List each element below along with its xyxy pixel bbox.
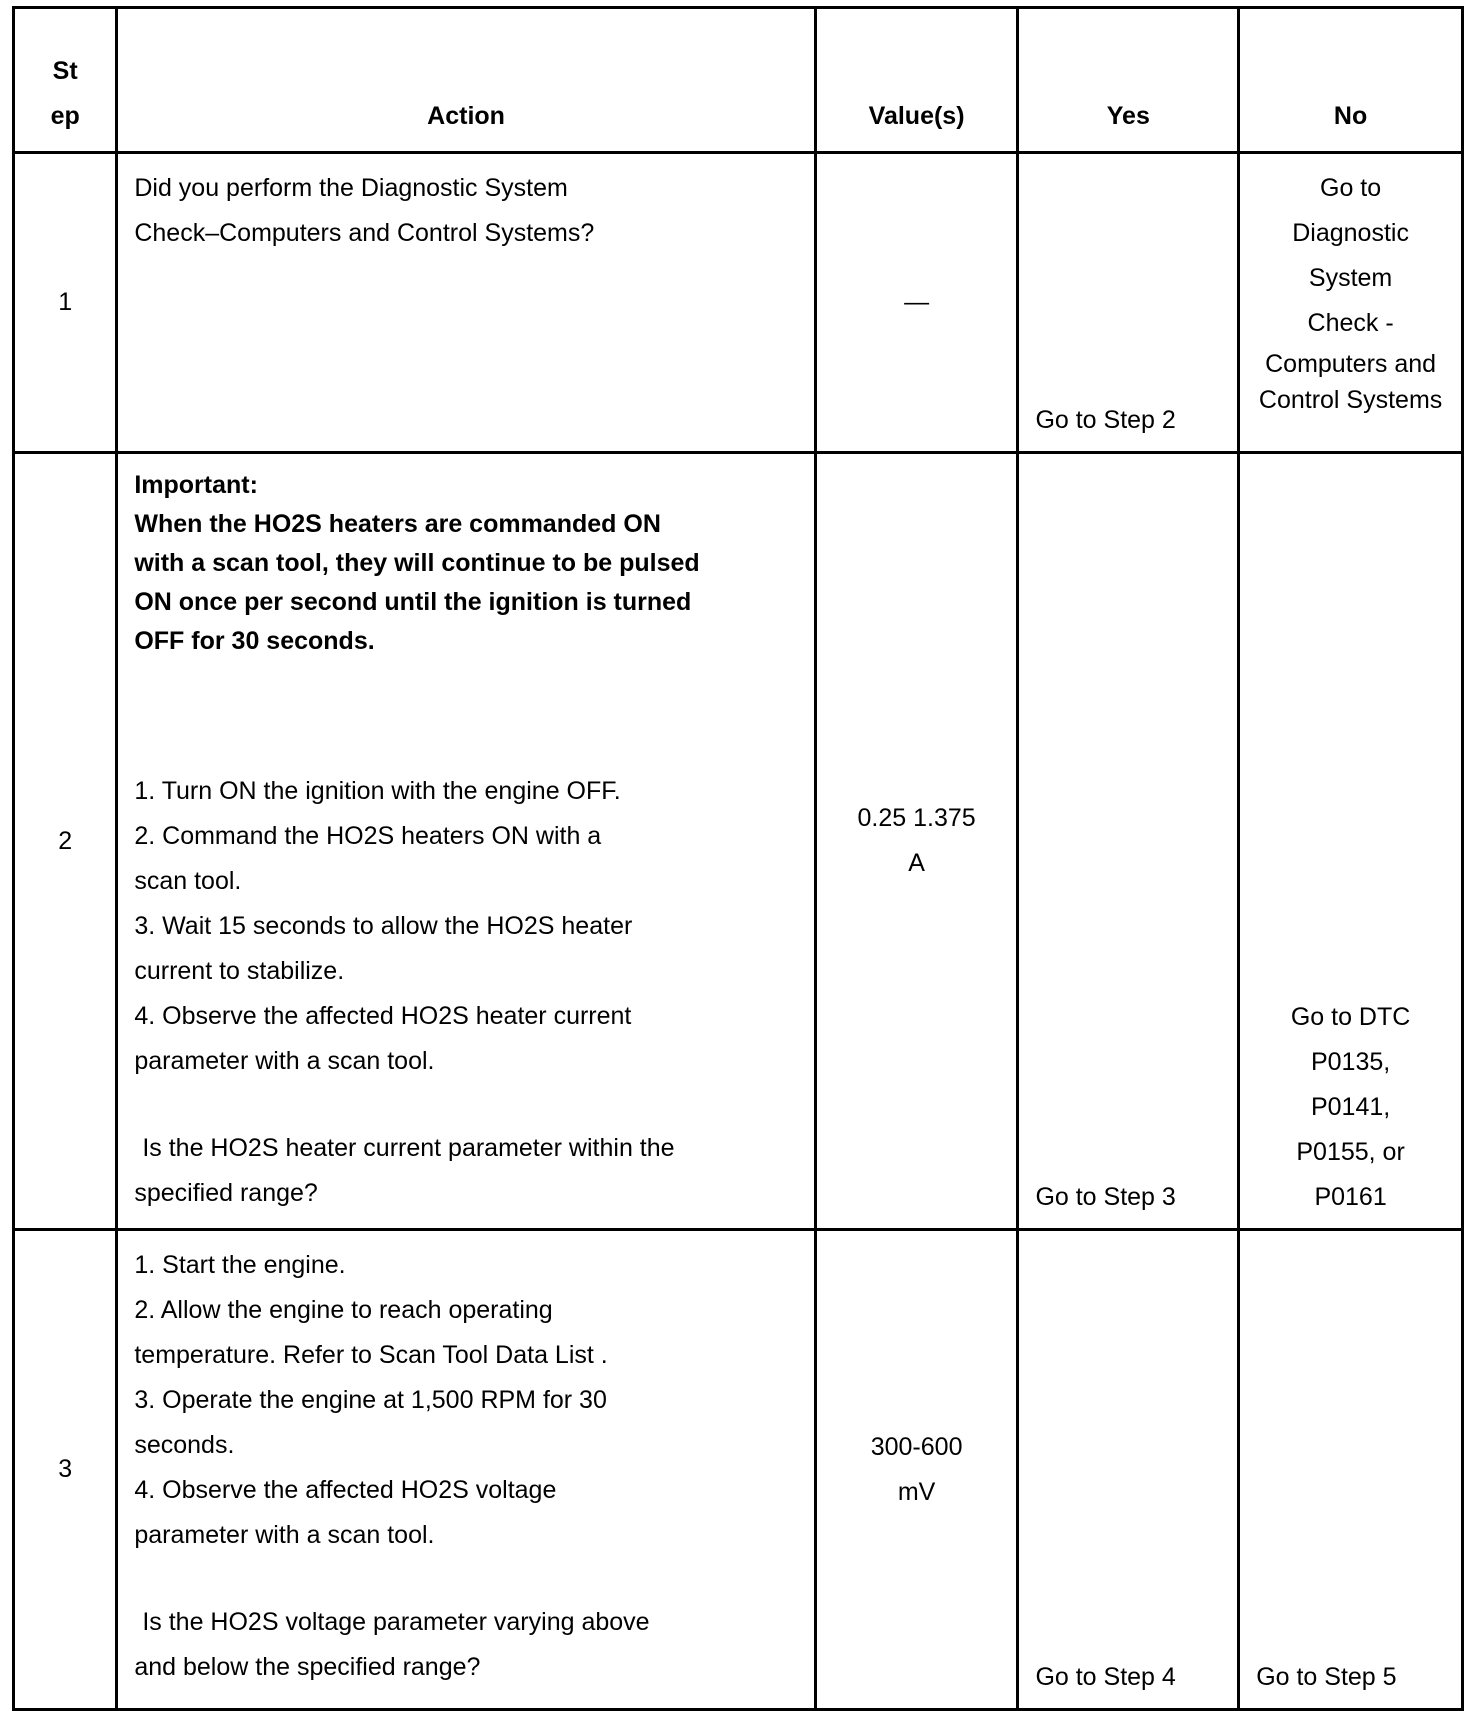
action-line: 4. Observe the affected HO2S voltage [134, 1476, 557, 1504]
yes-link[interactable]: Go to Step 4 [1018, 1230, 1239, 1710]
table-row [14, 1230, 1463, 1710]
no-line: Computers and [1265, 350, 1437, 378]
important-line: with a scan tool, they will continue to be pulsed [134, 549, 700, 577]
important-line: ON once per second until the ignition is turned [134, 588, 692, 616]
action-line: temperature. Refer to Scan Tool Data List . [134, 1341, 608, 1369]
action-cell [117, 453, 815, 1230]
action-line: Did you perform the Diagnostic System [134, 174, 568, 202]
table-row [14, 453, 1463, 1230]
action-line: 1. Start the engine. [134, 1251, 346, 1279]
no-line: Go to DTC [1290, 1003, 1411, 1031]
header-row [14, 8, 1463, 153]
value-cell [815, 453, 1018, 1230]
action-line: current to stabilize. [134, 957, 345, 985]
no-link[interactable] [1239, 153, 1463, 453]
no-line: System [1308, 264, 1393, 292]
diagnostic-table [12, 6, 1464, 1711]
action-line: scan tool. [134, 867, 242, 895]
action-cell [117, 153, 815, 453]
header-yes: Yes [1018, 8, 1239, 153]
header-action: Action [117, 8, 815, 153]
action-line: 2. Allow the engine to reach operating [134, 1296, 553, 1324]
important-note [134, 466, 803, 661]
no-line: P0155, or [1296, 1138, 1405, 1166]
action-line: 3. Wait 15 seconds to allow the HO2S heater [134, 912, 633, 940]
important-line: Important: [134, 471, 258, 499]
value-line: mV [897, 1477, 936, 1506]
no-line: Check - [1307, 309, 1394, 337]
no-line: P0141, [1310, 1093, 1391, 1121]
action-line: 3. Operate the engine at 1,500 RPM for 30 [134, 1386, 607, 1414]
no-line: Diagnostic [1292, 219, 1409, 247]
action-line: 4. Observe the affected HO2S heater current [134, 1002, 632, 1030]
value-line: 300-600 [870, 1432, 963, 1461]
question-line: Is the HO2S voltage parameter varying above [142, 1608, 650, 1636]
step-number: 3 [14, 1230, 117, 1710]
action-line: 2. Command the HO2S heaters ON with a [134, 822, 602, 850]
header-no: No [1239, 8, 1463, 153]
action-line: 1. Turn ON the ignition with the engine OFF. [134, 777, 621, 805]
action-line: parameter with a scan tool. [134, 1521, 435, 1549]
no-link[interactable]: Go to Step 5 [1239, 1230, 1463, 1710]
action-cell [117, 1230, 815, 1710]
value-line: A [908, 849, 925, 877]
important-line: When the HO2S heaters are commanded ON [134, 510, 661, 538]
action-line: parameter with a scan tool. [134, 1047, 435, 1075]
no-line: Go to [1320, 174, 1382, 202]
header-step-line1: St [52, 57, 78, 85]
table-row [14, 153, 1463, 453]
step-number: 2 [14, 453, 117, 1230]
yes-link[interactable]: Go to Step 3 [1018, 453, 1239, 1230]
action-line: seconds. [134, 1431, 235, 1459]
no-line: P0161 [1314, 1183, 1387, 1211]
question-line: Is the HO2S heater current parameter within the [142, 1134, 675, 1162]
no-line: Control Systems [1258, 386, 1443, 414]
header-value: Value(s) [815, 8, 1018, 153]
value-cell: — [815, 153, 1018, 453]
action-line: Check–Computers and Control Systems? [134, 219, 595, 247]
value-cell [815, 1230, 1018, 1710]
no-link[interactable] [1239, 453, 1463, 1230]
no-line: P0135, [1310, 1048, 1391, 1076]
header-step [14, 8, 117, 153]
yes-link[interactable]: Go to Step 2 [1018, 153, 1239, 453]
question-line: specified range? [134, 1179, 318, 1207]
question-line: and below the specified range? [134, 1653, 481, 1681]
value-line: 0.25 1.375 [857, 804, 976, 832]
important-line: OFF for 30 seconds. [134, 627, 375, 655]
step-number: 1 [14, 153, 117, 453]
header-step-line2: ep [50, 102, 80, 130]
